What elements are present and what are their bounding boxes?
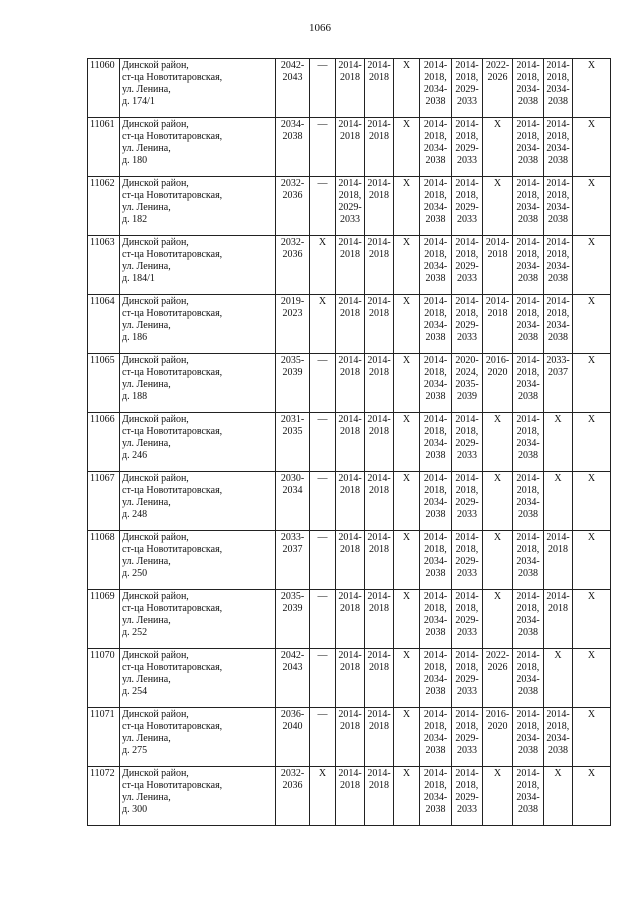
row-number-cell: 11064 [88,295,120,354]
work-cell: X [310,767,336,826]
work-cell: 2014- 2018 [336,295,365,354]
work-cell: 2014- 2018, 2034- 2038 [544,708,573,767]
work-cell: 2014- 2018, 2034- 2038 [420,236,452,295]
period-cell: 2032- 2036 [276,236,310,295]
work-cell: 2014- 2018, 2029- 2033 [452,472,483,531]
work-cell: 2014- 2018, 2029- 2033 [452,708,483,767]
work-cell: 2014- 2018 [336,354,365,413]
work-cell: 2014- 2018, 2034- 2038 [420,413,452,472]
period-cell: 2035- 2039 [276,354,310,413]
work-cell: 2016- 2020 [483,354,513,413]
work-cell: X [573,531,611,590]
work-cell: 2014- 2018, 2034- 2038 [420,118,452,177]
table-row [88,118,611,177]
period-cell: 2035- 2039 [276,590,310,649]
work-cell: 2014- 2018, 2029- 2033 [452,590,483,649]
work-cell: X [483,767,513,826]
address-cell: Динской район, ст-ца Новотитаровская, ул. Ленина, д. 186 [120,295,276,354]
work-cell: 2014- 2018, 2034- 2038 [544,236,573,295]
work-cell: 2014- 2018 [544,590,573,649]
address-cell: Динской район, ст-ца Новотитаровская, ул. Ленина, д. 252 [120,590,276,649]
work-cell: 2014- 2018, 2034- 2038 [420,472,452,531]
work-cell: 2014- 2018 [365,708,394,767]
work-cell: 2014- 2018, 2029- 2033 [452,413,483,472]
work-cell: 2014- 2018, 2034- 2038 [513,472,544,531]
table-row [88,236,611,295]
work-cell: X [394,531,420,590]
work-cell: 2014- 2018 [544,531,573,590]
row-number-cell: 11060 [88,59,120,118]
work-cell: 2014- 2018 [365,649,394,708]
work-cell: 2014- 2018 [336,590,365,649]
work-cell: — [310,531,336,590]
period-cell: 2031- 2035 [276,413,310,472]
work-cell: 2014- 2018 [336,413,365,472]
row-number-cell: 11063 [88,236,120,295]
work-cell: 2014- 2018, 2034- 2038 [420,531,452,590]
period-cell: 2034- 2038 [276,118,310,177]
work-cell: X [573,118,611,177]
work-cell: X [483,590,513,649]
work-cell: 2014- 2018 [483,295,513,354]
period-cell: 2036- 2040 [276,708,310,767]
work-cell: 2014- 2018 [365,472,394,531]
work-cell: 2014- 2018 [336,531,365,590]
address-cell: Динской район, ст-ца Новотитаровская, ул. Ленина, д. 174/1 [120,59,276,118]
address-cell: Динской район, ст-ца Новотитаровская, ул. Ленина, д. 248 [120,472,276,531]
work-cell: — [310,354,336,413]
work-cell: X [573,590,611,649]
table-row [88,295,611,354]
work-cell: X [394,354,420,413]
work-cell: — [310,590,336,649]
work-cell: X [394,472,420,531]
work-cell: X [573,177,611,236]
work-cell: 2014- 2018 [336,767,365,826]
table-row [88,177,611,236]
row-number-cell: 11065 [88,354,120,413]
address-cell: Динской район, ст-ца Новотитаровская, ул. Ленина, д. 300 [120,767,276,826]
work-cell: 2014- 2018, 2029- 2033 [336,177,365,236]
row-number-cell: 11070 [88,649,120,708]
work-cell: 2014- 2018, 2034- 2038 [420,354,452,413]
work-cell: X [483,413,513,472]
work-cell: 2014- 2018, 2034- 2038 [513,177,544,236]
work-cell: 2014- 2018, 2029- 2033 [452,649,483,708]
work-cell: 2014- 2018 [365,354,394,413]
table-row [88,354,611,413]
work-cell: 2014- 2018, 2034- 2038 [420,177,452,236]
row-number-cell: 11069 [88,590,120,649]
work-cell: X [573,59,611,118]
work-cell: 2014- 2018, 2029- 2033 [452,295,483,354]
work-cell: X [394,118,420,177]
work-cell: X [483,531,513,590]
work-cell: 2014- 2018 [365,118,394,177]
work-cell: 2014- 2018 [365,295,394,354]
work-cell: X [310,295,336,354]
work-cell: 2014- 2018 [365,413,394,472]
work-cell: 2014- 2018, 2034- 2038 [544,118,573,177]
work-cell: 2014- 2018 [336,236,365,295]
work-cell: 2014- 2018, 2034- 2038 [513,118,544,177]
period-cell: 2042- 2043 [276,649,310,708]
work-cell: 2014- 2018 [336,472,365,531]
work-cell: — [310,472,336,531]
work-cell: 2022- 2026 [483,59,513,118]
work-cell: — [310,708,336,767]
period-cell: 2033- 2037 [276,531,310,590]
table-row [88,590,611,649]
work-cell: 2014- 2018, 2034- 2038 [513,708,544,767]
work-cell: 2033- 2037 [544,354,573,413]
work-cell: X [483,118,513,177]
work-cell: X [573,354,611,413]
work-cell: X [310,236,336,295]
work-cell: X [394,413,420,472]
work-cell: 2014- 2018 [365,590,394,649]
work-cell: X [394,649,420,708]
work-cell: X [544,767,573,826]
work-cell: 2014- 2018 [336,59,365,118]
address-cell: Динской район, ст-ца Новотитаровская, ул. Ленина, д. 184/1 [120,236,276,295]
work-cell: 2014- 2018, 2034- 2038 [420,59,452,118]
row-number-cell: 11066 [88,413,120,472]
table-row [88,531,611,590]
work-cell: 2014- 2018, 2029- 2033 [452,177,483,236]
work-cell: 2014- 2018, 2034- 2038 [513,531,544,590]
work-cell: 2014- 2018, 2034- 2038 [513,236,544,295]
row-number-cell: 11072 [88,767,120,826]
period-cell: 2032- 2036 [276,177,310,236]
work-cell: X [573,649,611,708]
work-cell: 2016- 2020 [483,708,513,767]
registry-table [87,58,611,826]
period-cell: 2042- 2043 [276,59,310,118]
work-cell: 2014- 2018, 2029- 2033 [452,531,483,590]
work-cell: 2014- 2018 [336,118,365,177]
work-cell: X [394,767,420,826]
work-cell: 2014- 2018 [336,708,365,767]
work-cell: 2014- 2018 [365,59,394,118]
work-cell: 2014- 2018, 2034- 2038 [544,295,573,354]
address-cell: Динской район, ст-ца Новотитаровская, ул. Ленина, д. 254 [120,649,276,708]
address-cell: Динской район, ст-ца Новотитаровская, ул. Ленина, д. 180 [120,118,276,177]
work-cell: 2022- 2026 [483,649,513,708]
work-cell: — [310,413,336,472]
table-row [88,472,611,531]
work-cell: 2014- 2018, 2034- 2038 [513,413,544,472]
period-cell: 2019- 2023 [276,295,310,354]
work-cell: 2014- 2018 [483,236,513,295]
work-cell: 2014- 2018, 2034- 2038 [420,767,452,826]
work-cell: 2014- 2018, 2029- 2033 [452,59,483,118]
work-cell: — [310,177,336,236]
work-cell: X [573,767,611,826]
work-cell: 2014- 2018, 2034- 2038 [544,177,573,236]
work-cell: X [573,236,611,295]
address-cell: Динской район, ст-ца Новотитаровская, ул. Ленина, д. 275 [120,708,276,767]
work-cell: 2014- 2018 [365,236,394,295]
work-cell: X [394,295,420,354]
work-cell: 2014- 2018 [365,177,394,236]
work-cell: X [544,649,573,708]
row-number-cell: 11062 [88,177,120,236]
work-cell: X [573,295,611,354]
row-number-cell: 11068 [88,531,120,590]
work-cell: 2014- 2018 [365,531,394,590]
address-cell: Динской район, ст-ца Новотитаровская, ул. Ленина, д. 246 [120,413,276,472]
work-cell: X [394,708,420,767]
work-cell: 2014- 2018, 2034- 2038 [513,649,544,708]
work-cell: 2014- 2018, 2029- 2033 [452,118,483,177]
work-cell: X [394,590,420,649]
work-cell: 2014- 2018, 2034- 2038 [513,590,544,649]
work-cell: X [544,472,573,531]
table-row [88,59,611,118]
table-row [88,708,611,767]
address-cell: Динской район, ст-ца Новотитаровская, ул. Ленина, д. 182 [120,177,276,236]
work-cell: 2014- 2018 [336,649,365,708]
work-cell: — [310,649,336,708]
work-cell: 2014- 2018 [365,767,394,826]
row-number-cell: 11061 [88,118,120,177]
period-cell: 2032- 2036 [276,767,310,826]
period-cell: 2030- 2034 [276,472,310,531]
table-row [88,413,611,472]
work-cell: 2020- 2024, 2035- 2039 [452,354,483,413]
work-cell: 2014- 2018, 2034- 2038 [420,649,452,708]
work-cell: 2014- 2018, 2034- 2038 [513,767,544,826]
work-cell: X [394,177,420,236]
row-number-cell: 11067 [88,472,120,531]
table-row [88,767,611,826]
work-cell: 2014- 2018, 2034- 2038 [544,59,573,118]
work-cell: — [310,59,336,118]
address-cell: Динской район, ст-ца Новотитаровская, ул. Ленина, д. 188 [120,354,276,413]
work-cell: 2014- 2018, 2034- 2038 [513,59,544,118]
work-cell: X [573,413,611,472]
work-cell: X [483,472,513,531]
work-cell: X [573,472,611,531]
row-number-cell: 11071 [88,708,120,767]
work-cell: X [483,177,513,236]
work-cell: X [573,708,611,767]
work-cell: 2014- 2018, 2034- 2038 [513,295,544,354]
work-cell: X [394,59,420,118]
work-cell: — [310,118,336,177]
work-cell: 2014- 2018, 2029- 2033 [452,767,483,826]
work-cell: 2014- 2018, 2034- 2038 [420,295,452,354]
page-number: 1066 [309,22,331,34]
work-cell: 2014- 2018, 2029- 2033 [452,236,483,295]
work-cell: X [394,236,420,295]
table-row [88,649,611,708]
address-cell: Динской район, ст-ца Новотитаровская, ул. Ленина, д. 250 [120,531,276,590]
work-cell: 2014- 2018, 2034- 2038 [420,590,452,649]
work-cell: 2014- 2018, 2034- 2038 [420,708,452,767]
work-cell: 2014- 2018, 2034- 2038 [513,354,544,413]
work-cell: X [544,413,573,472]
